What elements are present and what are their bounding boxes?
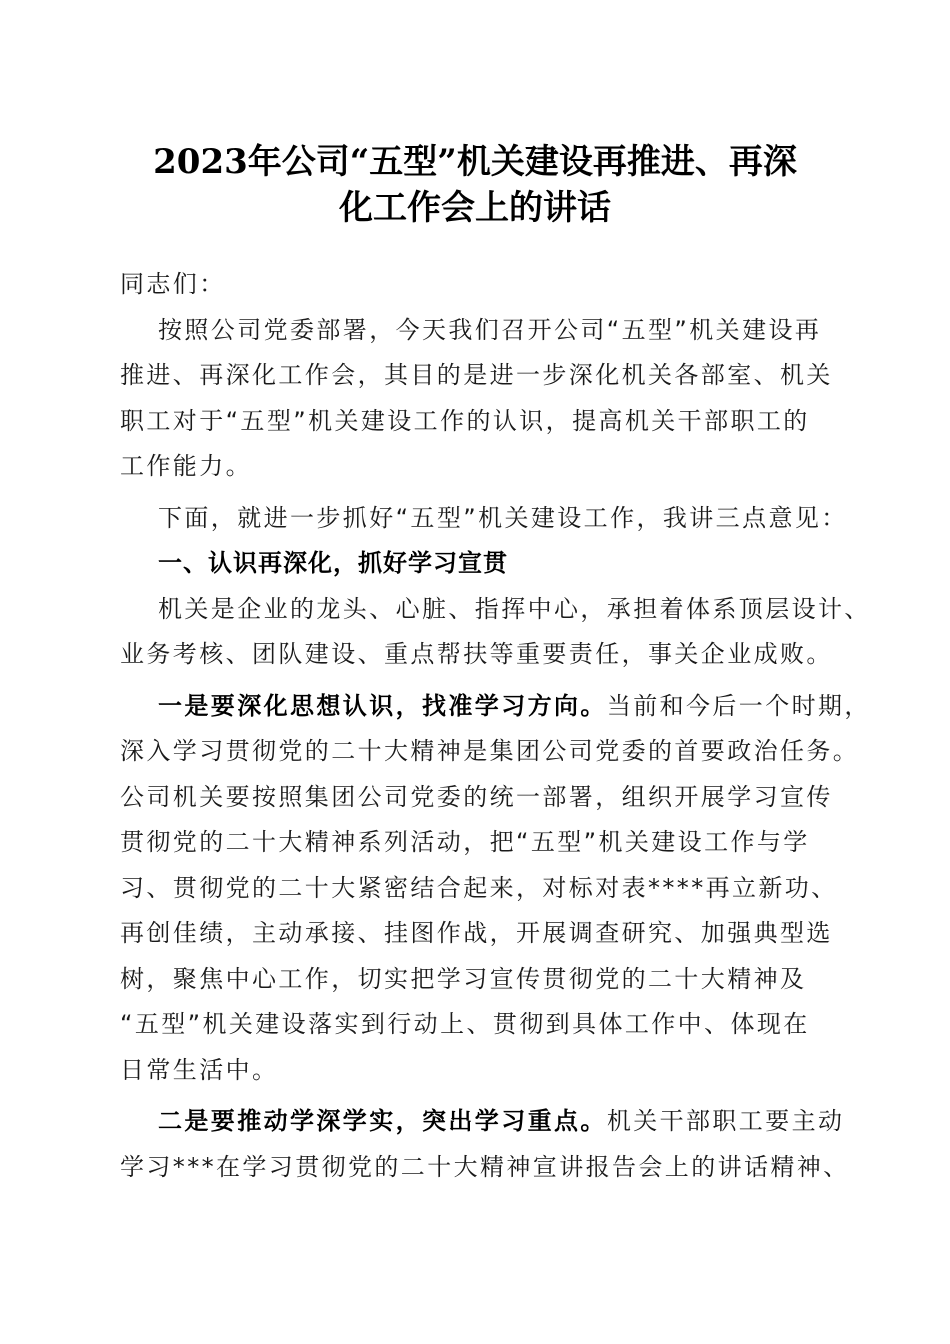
paragraph-line: 职工对于“五型”机关建设工作的认识，提高机关干部职工的 bbox=[120, 406, 810, 435]
paragraph-line: 日常生活中。 bbox=[120, 1055, 279, 1084]
paragraph-line: 推进、再深化工作会，其目的是进一步深化机关各部室、机关 bbox=[120, 361, 833, 389]
document-body bbox=[120, 262, 871, 1190]
paragraph-text: 机关干部职工要主动 bbox=[606, 1107, 845, 1135]
section-heading: 一、认识再深化，抓好学习宣贯 bbox=[158, 549, 508, 577]
paragraph-line: 树，聚焦中心工作，切实把学习宣传贯彻党的二十大精神及 bbox=[120, 964, 807, 993]
paragraph-line: 公司机关要按照集团公司党委的统一部署，组织开展学习宣传 bbox=[120, 782, 833, 811]
paragraph-line: 机关是企业的龙头、心脏、指挥中心，承担着体系顶层设计、 bbox=[158, 594, 871, 623]
paragraph-line: 习、贯彻党的二十大紧密结合起来，对标对表****再立新功、 bbox=[120, 873, 838, 902]
paragraph-line: 工作能力。 bbox=[120, 452, 252, 480]
paragraph-line: 再创佳绩，主动承接、挂图作战，开展调查研究、加强典型选 bbox=[120, 919, 833, 947]
paragraph-text: 当前和今后一个时期， bbox=[606, 691, 871, 720]
paragraph-line bbox=[120, 1099, 845, 1145]
paragraph-line: 贯彻党的二十大精神系列活动，把“五型”机关建设工作与学 bbox=[120, 828, 810, 856]
paragraph-line: 深入学习贯彻党的二十大精神是集团公司党委的首要政治任务。 bbox=[120, 737, 860, 765]
document-title-line-1: 2023年公司“五型”机关建设再推进、再深 bbox=[153, 142, 797, 182]
paragraph-line: 学习***在学习贯彻党的二十大精神宣讲报告会上的讲话精神、 bbox=[120, 1152, 850, 1181]
paragraph-line: 下面，就进一步抓好“五型”机关建设工作，我讲三点意见： bbox=[158, 503, 848, 532]
paragraph-line: “五型”机关建设落实到行动上、贯彻到具体工作中、体现在 bbox=[120, 1010, 810, 1038]
paragraph-line bbox=[120, 684, 871, 730]
paragraph-lead: 一是要深化思想认识，找准学习方向。 bbox=[158, 691, 607, 720]
paragraph-lead: 二是要推动学深学实，突出学习重点。 bbox=[158, 1107, 607, 1135]
document-title-line-2: 化工作会上的讲话 bbox=[339, 188, 611, 228]
paragraph-line: 按照公司党委部署，今天我们召开公司“五型”机关建设再 bbox=[158, 315, 822, 344]
paragraph-line: 业务考核、团队建设、重点帮扶等重要责任，事关企业成败。 bbox=[120, 640, 833, 668]
salutation: 同志们： bbox=[120, 270, 226, 298]
